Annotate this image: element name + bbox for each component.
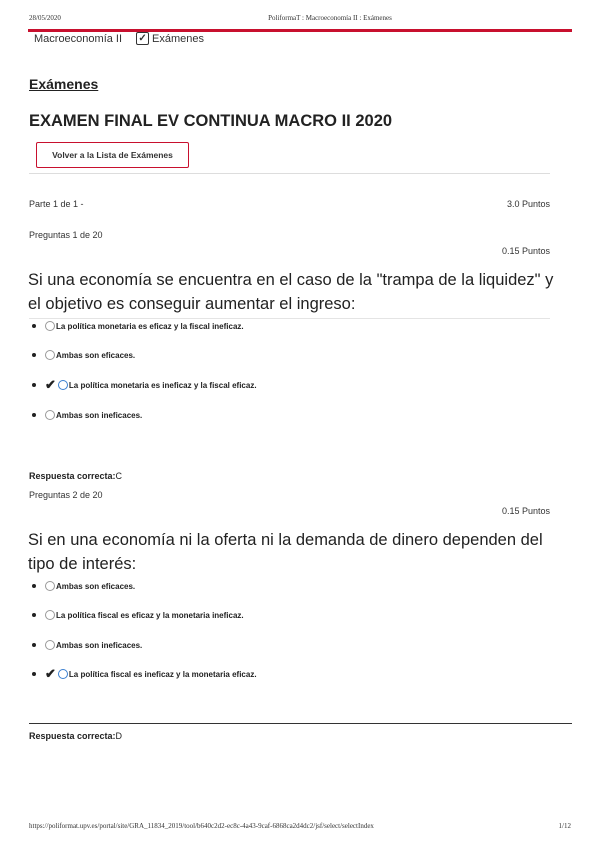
back-to-exams-button[interactable]: Volver a la Lista de Exámenes — [36, 142, 189, 168]
breadcrumb-tool-label: Exámenes — [152, 32, 205, 45]
question-points: 0.15 Puntos — [501, 506, 550, 516]
divider — [29, 318, 550, 319]
print-title: PoliformaT : Macroeconomía II : Exámenes — [268, 14, 392, 22]
radio-icon — [45, 610, 55, 620]
part-label: Parte 1 de 1 - — [29, 199, 84, 209]
divider — [29, 723, 572, 724]
question-number: Preguntas 1 de 20 — [29, 230, 103, 240]
correct-answer-value: C — [115, 471, 123, 481]
answer-option-correct[interactable] — [32, 666, 257, 681]
correct-answer-label: Respuesta correcta: — [29, 471, 116, 481]
bullet-icon — [32, 413, 36, 417]
radio-icon — [58, 669, 68, 679]
bullet-icon — [32, 613, 36, 617]
checkmark-icon: ✔ — [45, 377, 56, 392]
answer-option-label: Ambas son eficaces. — [56, 350, 136, 360]
bullet-icon — [32, 584, 36, 588]
breadcrumb-tool[interactable] — [136, 32, 204, 45]
radio-icon — [45, 350, 55, 360]
breadcrumb — [34, 32, 204, 45]
part-points: 3.0 Puntos — [506, 199, 550, 209]
bullet-icon — [32, 324, 36, 328]
question-number: Preguntas 2 de 20 — [29, 490, 103, 500]
correct-answer-value: D — [115, 731, 123, 741]
radio-icon — [45, 640, 55, 650]
answer-option[interactable] — [32, 410, 142, 420]
radio-icon — [45, 581, 55, 591]
answer-option[interactable] — [32, 640, 142, 650]
answer-option-label: Ambas son ineficaces. — [56, 410, 143, 420]
answer-option[interactable] — [32, 581, 135, 591]
checkmark-icon: ✔ — [45, 666, 56, 681]
bullet-icon — [32, 383, 36, 387]
checkbox-icon: ✓ — [136, 32, 149, 45]
print-date: 28/05/2020 — [29, 14, 61, 22]
answer-option[interactable] — [32, 350, 135, 360]
radio-icon — [45, 410, 55, 420]
question-text: Si una economía se encuentra en el caso de la "trampa de la liquidez" y el objetivo es conseguir aumentar el ingreso: — [28, 271, 554, 313]
divider — [29, 173, 550, 174]
answer-option-label: La política fiscal es eficaz y la monetaria ineficaz. — [56, 610, 244, 620]
answer-option-label: Ambas son eficaces. — [56, 581, 136, 591]
bullet-icon — [32, 353, 36, 357]
question-points: 0.15 Puntos — [501, 246, 550, 256]
radio-icon — [45, 321, 55, 331]
bullet-icon — [32, 643, 36, 647]
radio-icon — [58, 380, 68, 390]
breadcrumb-site[interactable]: Macroeconomía II — [34, 32, 123, 45]
exam-title: EXAMEN FINAL EV CONTINUA MACRO II 2020 — [29, 112, 393, 130]
answer-option-correct[interactable] — [32, 377, 257, 392]
answer-option-label: La política monetaria es ineficaz y la fiscal eficaz. — [68, 380, 257, 390]
question-text: Si en una economía ni la oferta ni la demanda de dinero dependen del tipo de interés: — [28, 531, 543, 573]
answer-option[interactable] — [32, 321, 244, 331]
correct-answer — [29, 731, 122, 741]
answer-option-label: La política monetaria es eficaz y la fiscal ineficaz. — [56, 321, 244, 331]
answer-option-label: La política fiscal es ineficaz y la monetaria eficaz. — [68, 669, 257, 679]
print-page-number: 1/12 — [558, 822, 571, 830]
answer-option[interactable] — [32, 610, 244, 620]
answer-option-label: Ambas son ineficaces. — [56, 640, 143, 650]
correct-answer — [29, 471, 122, 481]
correct-answer-label: Respuesta correcta: — [29, 731, 116, 741]
print-url: https://poliformat.upv.es/portal/site/GRA_11834_2019/tool/b640c2d2-ec8c-4a43-9caf-6868ca2d4dc2/jsf/select/selectIndex — [29, 822, 374, 830]
bullet-icon — [32, 672, 36, 676]
section-title[interactable]: Exámenes — [29, 76, 99, 92]
